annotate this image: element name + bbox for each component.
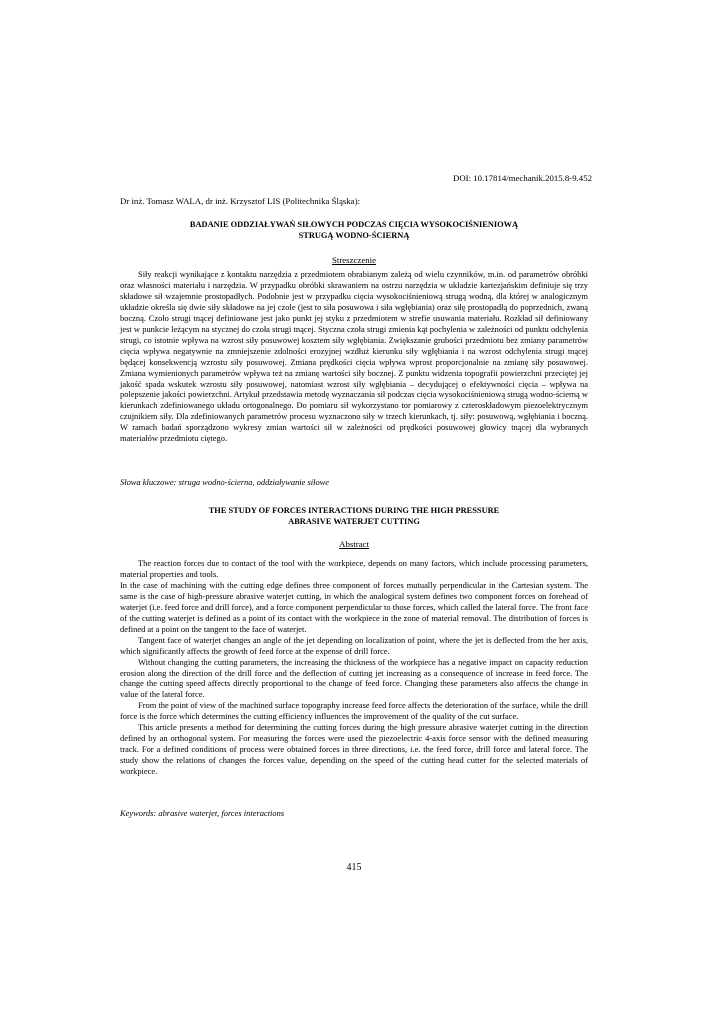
abstract-en-paragraph: In the case of machining with the cutting edge defines three component of forces mutually perpendicular in the Cartesian system. The same is the case of high-pressure abrasive waterjet cutting, in which the analogical system defines two component forces on forehead of waterjet (i.e. feed force and drill force), and a force component perpendicular to those forces, which called the lateral force. The front face of the cutting waterjet is defined as a point of its contact with the workpiece in the zone of material removal. The distribution of forces is defined at a point on the tangent to the face of waterjet. bbox=[120, 579, 588, 634]
doi: DOI: 10.17814/mechanik.2015.8-9.452 bbox=[452, 173, 592, 183]
title-en bbox=[120, 506, 588, 527]
abstract-pl-paragraph: Siły reakcji wynikające z kontaktu narzędzia z przedmiotem obrabianym zależą od wielu czynników, m.in. od parametrów obróbki oraz własności materiału i narzędzia. W przypadku obróbki skrawaniem na ostrzu narzędzia w układzie kartezjańskim definiuje się trzy składowe sił wzajemnie prostopadłych. Podobnie jest w przypadku cięcia wysokociśnieniową strugą wodną, dla której w analogicznym układzie określa się dwie siły składowe na jej czole (jest to siła posuwowa i siła wgłębiania) oraz siłę prostopadłą do poprzednich, zwaną boczną. Czoło strugi tnącej definiowane jest jako punkt jej styku z przedmiotem w strefie usuwania materiału. Rozkład sił definiowany jest w punkcie leżącym na stycznej do czoła strugi tnącej. Styczna czoła strugi zmienia kąt pochylenia w zależności od punktu odchylenia strugi, co istotnie wpływa na wzrost siły posuwowej kosztem siły wgłębiania. Zwiększanie grubości przedmiotu bez zmiany parametrów cięcia wpływa negatywnie na zmniejszenie zdolności erozyjnej wzdłuż kierunku siły wgłębiania i na wzrost odchylenia strugi tnącej będącej konsekwencją wzrostu siły posuwowej. Zmiana prędkości cięcia wpływa wprost proporcjonalnie na zmianę siły posuwowej. Zmiana wymienionych parametrów wpływa też na zmianę wartości siły bocznej. Z punktu widzenia topografii powierzchni przeciętej jej jakość spada wskutek wzrostu siły posuwowej, natomiast wzrost siły wgłębiania – decydującej o efektywności cięcia – wpływa na polepszenie jakości powierzchni. Artykuł przedstawia metodę wyznaczania sił podczas cięcia wysokociśnieniową strugą wodno-ścierną w kierunkach zdefiniowanego układu ortogonalnego. Do pomiaru sił wykorzystano tor pomiarowy z czteroskładowym piezoelektrycznym czujnikiem siły. Dla zdefiniowanych parametrów procesu wyznaczono siły w trzech kierunkach, tj. siły: posuwową, wgłębiania i boczną. W ramach badań sporządzono wykresy zmian wartości sił w zależności od prędkości posuwowej głowicy tnącej dla wybranych materiałów przedmiotu ciętego. bbox=[120, 269, 588, 444]
section-heading-abstract: Abstract bbox=[339, 539, 369, 549]
abstract-en-paragraph: From the point of view of the machined surface topography increase feed force affects the deterioration of the surface, while the drill force is the force which determines the cutting efficiency influences the improvement of the quality of the cut surface. bbox=[120, 700, 588, 722]
abstract-en-paragraph: This article presents a method for determining the cutting forces during the high pressure abrasive waterjet cutting in the direction defined by an orthogonal system. For measuring the forces were used the piezoelectric 4-axis force sensor with the defined measuring track. For a defined conditions of process were obtained forces in three directions, i.e. the feed force, drill force and lateral force. The study show the relations of changes the forces value, depending on the speed of the cutting head cutter for the selected materials of workpiece. bbox=[120, 722, 588, 777]
authors: Dr inż. Tomasz WALA, dr inż. Krzysztof LIS (Politechnika Śląska): bbox=[120, 196, 360, 206]
abstract-en-paragraph: Tangent face of waterjet changes an angle of the jet depending on localization of point, where the jet is deflected from the her axis, which significantly affects the growth of feed force at the expense of drill force. bbox=[120, 634, 588, 656]
section-heading-streszczenie: Streszczenie bbox=[332, 255, 376, 265]
title-pl-line2: STRUGĄ WODNO-ŚCIERNĄ bbox=[298, 230, 410, 240]
keywords-pl: Słowa kluczowe: struga wodno-ścierna, oddziaływanie siłowe bbox=[120, 477, 330, 487]
abstract-en bbox=[120, 558, 588, 777]
abstract-en-paragraph: The reaction forces due to contact of the tool with the workpiece, depends on many factors, which include processing parameters, material properties and tools. bbox=[120, 558, 588, 579]
keywords-en: Keywords: abrasive waterjet, forces interactions bbox=[120, 808, 285, 818]
title-en-line1: THE STUDY OF FORCES INTERACTIONS DURING THE HIGH PRESSURE bbox=[208, 506, 500, 515]
abstract-en-paragraph: Without changing the cutting parameters, the increasing the thickness of the workpiece has a negative impact on capacity reduction erosion along the direction of the drill force and the deflection of cutting jet increasing as a consequence of increase in feed force. The change the cutting speed affects directly proportional to the change of feed force. Changing these parameters also affects the change in value of the lateral force. bbox=[120, 656, 588, 700]
title-pl-line1: BADANIE ODDZIAŁYWAŃ SIŁOWYCH PODCZAS CIĘCIA WYSOKOCIŚNIENIOWĄ bbox=[189, 220, 519, 229]
abstract-pl bbox=[120, 269, 588, 444]
page-number: 415 bbox=[346, 862, 362, 873]
title-en-line2: ABRASIVE WATERJET CUTTING bbox=[288, 516, 420, 526]
title-pl bbox=[120, 220, 588, 241]
